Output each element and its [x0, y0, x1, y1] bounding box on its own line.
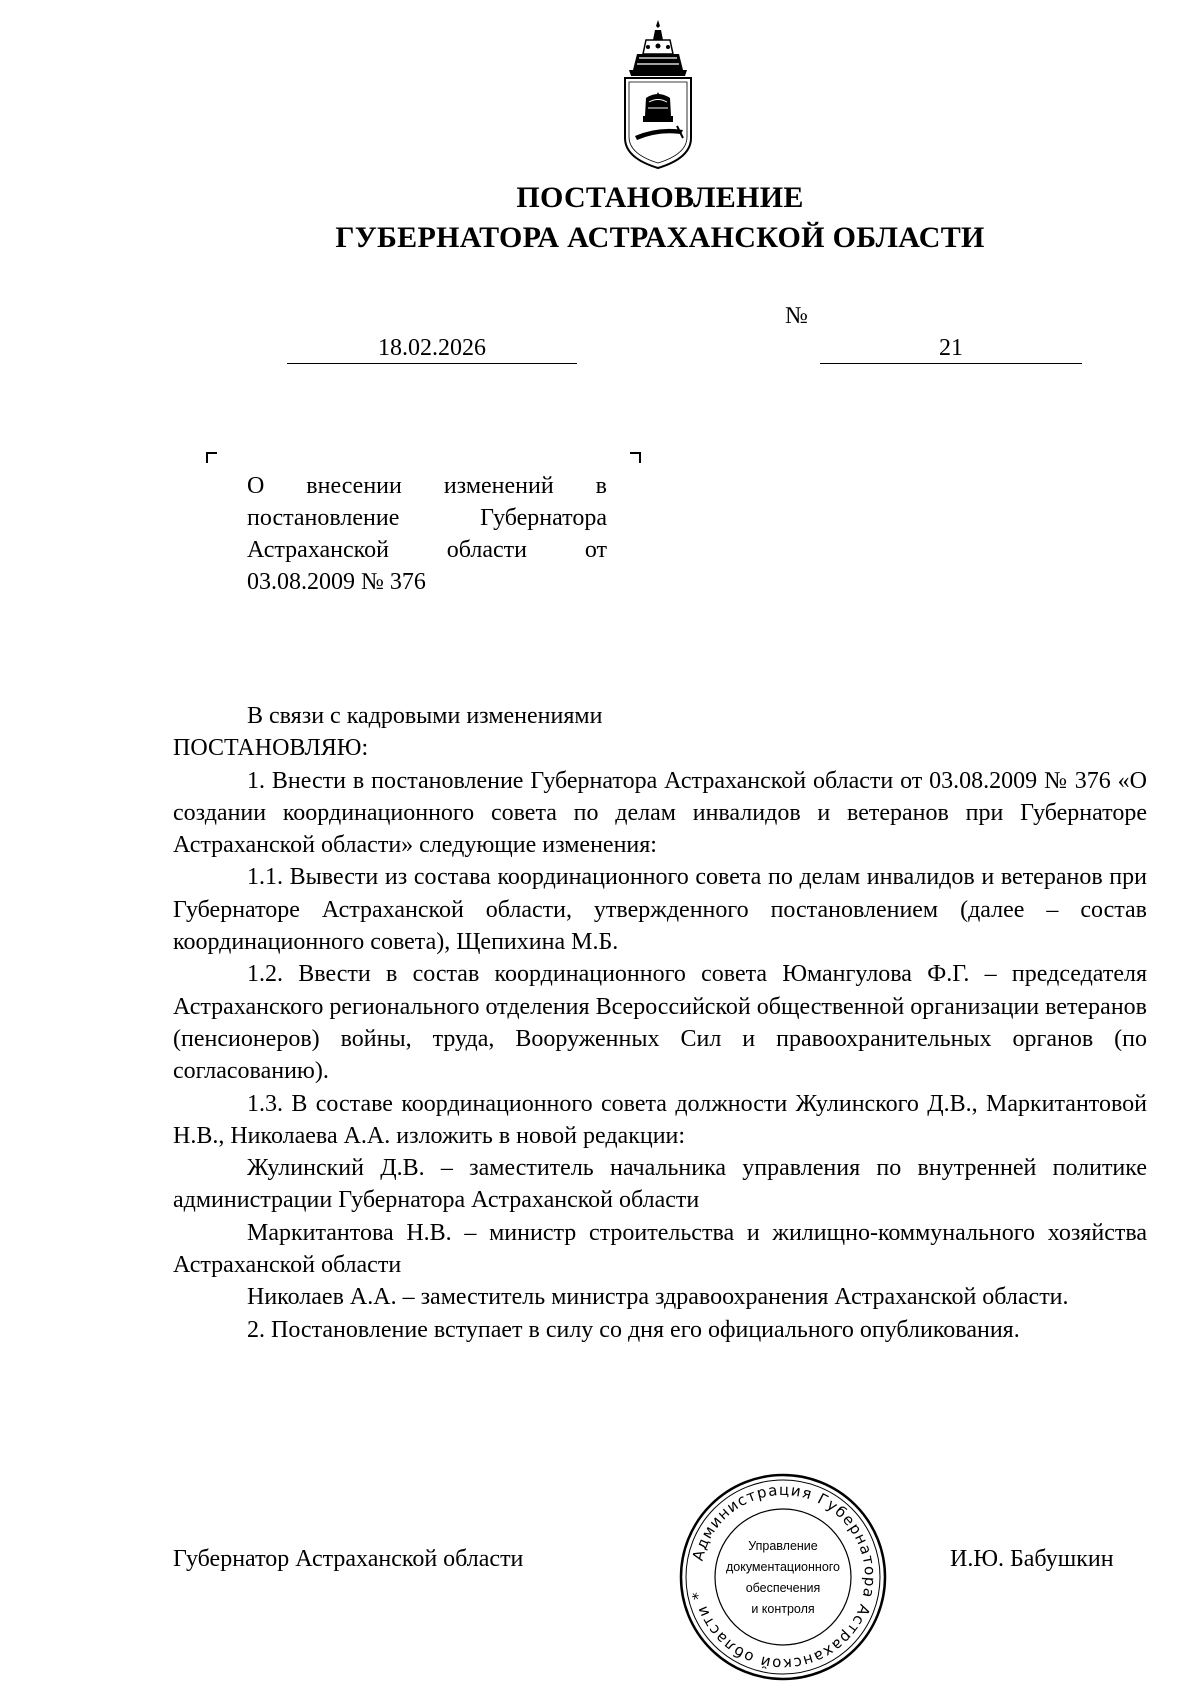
clause-1-2: 1.2. Ввести в состав координационного совета Юмангулова Ф.Г. – председателя Астраханского регионального отделения Всероссийской общественной организации ветеранов (пенсионеров) войны, труда, Вооруженных Сил и правоохранительных органов (по согласованию). [173, 961, 1147, 1085]
resolve-heading: ПОСТАНОВЛЯЮ: [173, 735, 369, 762]
document-date: 18.02.2026 [287, 335, 577, 364]
subject-line: 03.08.2009 № 376 [247, 569, 426, 595]
clause-1: 1. Внести в постановление Губернатора Астраханской области от 03.08.2009 № 376 «О создании координационного совета по делам инвалидов и ветеранов при Губернаторе Астраханской области» следующие изменения: [173, 767, 1147, 859]
position-entry: Николаев А.А. – заместитель министра здравоохранения Астраханской области. [247, 1284, 1069, 1311]
svg-text:Администрация Губернатора Астр: Администрация Губернатора Астраханской области * [688, 1480, 880, 1674]
document-body [173, 700, 1147, 1346]
signatory-name: И.Ю. Бабушкин [950, 1546, 1114, 1572]
clause-1-1: 1.1. Вывести из состава координационного совета по делам инвалидов и ветеранов при Губернаторе Астраханской области, утвержденного постановлением (далее – состав координационного совета), Щепихина М.Б. [173, 864, 1147, 956]
document-number: 21 [820, 335, 1082, 364]
svg-text:документационного: документационного [725, 1560, 841, 1574]
svg-text:и контроля: и контроля [751, 1602, 815, 1616]
preamble-paragraph: В связи с кадровыми изменениями [247, 703, 603, 729]
subject-line: постановление Губернатора [247, 505, 607, 531]
subject-corner-mark-left [206, 452, 217, 463]
position-entry: Жулинский Д.В. – заместитель начальника управления по внутренней политике администрации Губернатора Астраханской области [173, 1155, 1147, 1214]
official-stamp [678, 1472, 888, 1682]
document-title: ПОСТАНОВЛЕНИЕ [516, 181, 804, 214]
clause-1-3: 1.3. В составе координационного совета должности Жулинского Д.В., Маркитантовой Н.В., Николаева А.А. изложить в новой редакции: [173, 1090, 1147, 1149]
signatory-position: Губернатор Астраханской области [173, 1546, 524, 1572]
position-entry: Маркитантова Н.В. – министр строительства и жилищно-коммунального хозяйства Астраханской области [173, 1219, 1147, 1279]
document-subject [247, 470, 607, 598]
clause-2: 2. Постановление вступает в силу со дня его официального опубликования. [247, 1316, 1020, 1343]
subject-line: О внесении изменений в [247, 473, 607, 499]
number-sign: № [785, 303, 808, 329]
subject-line: Астраханской области от [247, 537, 607, 563]
svg-text:обеспечения: обеспечения [745, 1581, 821, 1595]
document-issuer: ГУБЕРНАТОРА АСТРАХАНСКОЙ ОБЛАСТИ [335, 221, 985, 254]
subject-corner-mark-right [630, 452, 641, 463]
svg-text:Управление: Управление [748, 1539, 818, 1553]
coat-of-arms-emblem [613, 18, 703, 173]
